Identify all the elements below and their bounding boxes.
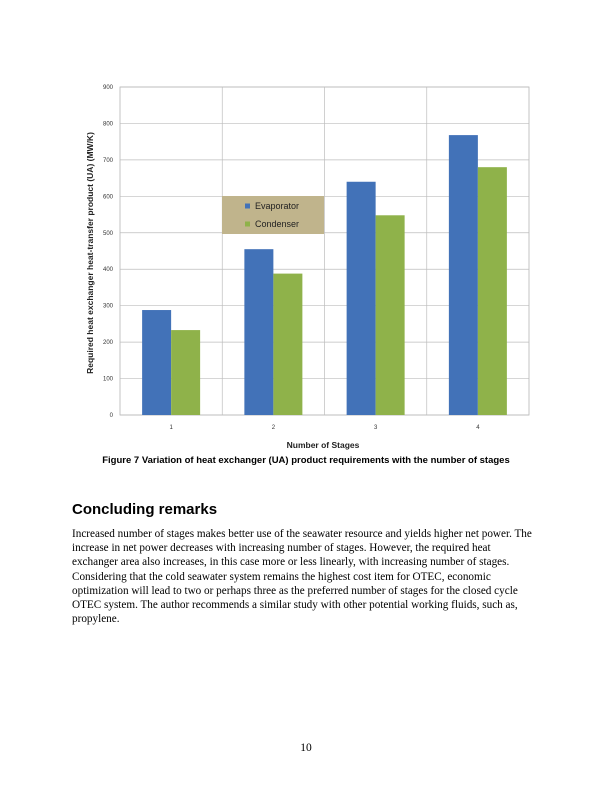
figure-caption: Figure 7 Variation of heat exchanger (UA) product requirements with the number of stages [102, 455, 510, 466]
y-tick-label: 100 [102, 376, 113, 383]
y-tick-label: 900 [102, 85, 113, 91]
body-paragraph: Increased number of stages makes better use of the seawater resource and yields higher net power. The increase in net power decreases with increasing number of stages. However, the required heat exchanger area also increases, in this case more or less linearly, with increasing number of stages. Considering that the cold seawater system remains the highest cost item for OTEC, economic optimization will lead to two or perhaps three as the preferred number of stages for the closed cycle OTEC system. The author recommends a similar study with other potential working fluids, such as, propylene. [72, 528, 532, 626]
x-tick-label: 3 [373, 425, 378, 431]
bar-evaporator-3 [347, 182, 376, 415]
y-tick-label: 600 [102, 194, 113, 201]
bar-condenser-1 [171, 330, 200, 415]
y-tick-label: 300 [102, 303, 113, 310]
legend-swatch-evaporator [245, 204, 250, 209]
bar-evaporator-1 [142, 310, 171, 415]
y-tick-label: 0 [109, 413, 113, 419]
y-tick-label: 800 [102, 121, 113, 128]
bar-evaporator-4 [449, 135, 478, 415]
bar-condenser-4 [478, 167, 507, 415]
x-tick-label: 4 [476, 425, 480, 431]
legend-label-evaporator: Evaporator [255, 201, 300, 211]
legend-swatch-condenser [245, 222, 250, 227]
chart-legend [222, 196, 324, 234]
y-tick-label: 400 [102, 267, 113, 274]
y-tick-label: 500 [102, 230, 113, 237]
y-tick-label: 200 [102, 340, 113, 347]
y-tick-label: 700 [102, 157, 113, 164]
legend-label-condenser: Condenser [255, 219, 300, 229]
y-axis-title: Required heat exchanger heat-transfer product (UA) (MW/K) [85, 132, 95, 374]
x-tick-label: 1 [169, 425, 173, 431]
x-axis-title: Number of Stages [286, 440, 360, 450]
bar-condenser-3 [376, 215, 405, 415]
bar-condenser-2 [273, 274, 302, 415]
page-number: 10 [300, 742, 312, 754]
bar-evaporator-2 [244, 249, 273, 415]
x-tick-label: 2 [271, 425, 276, 431]
section-heading: Concluding remarks [72, 501, 218, 518]
